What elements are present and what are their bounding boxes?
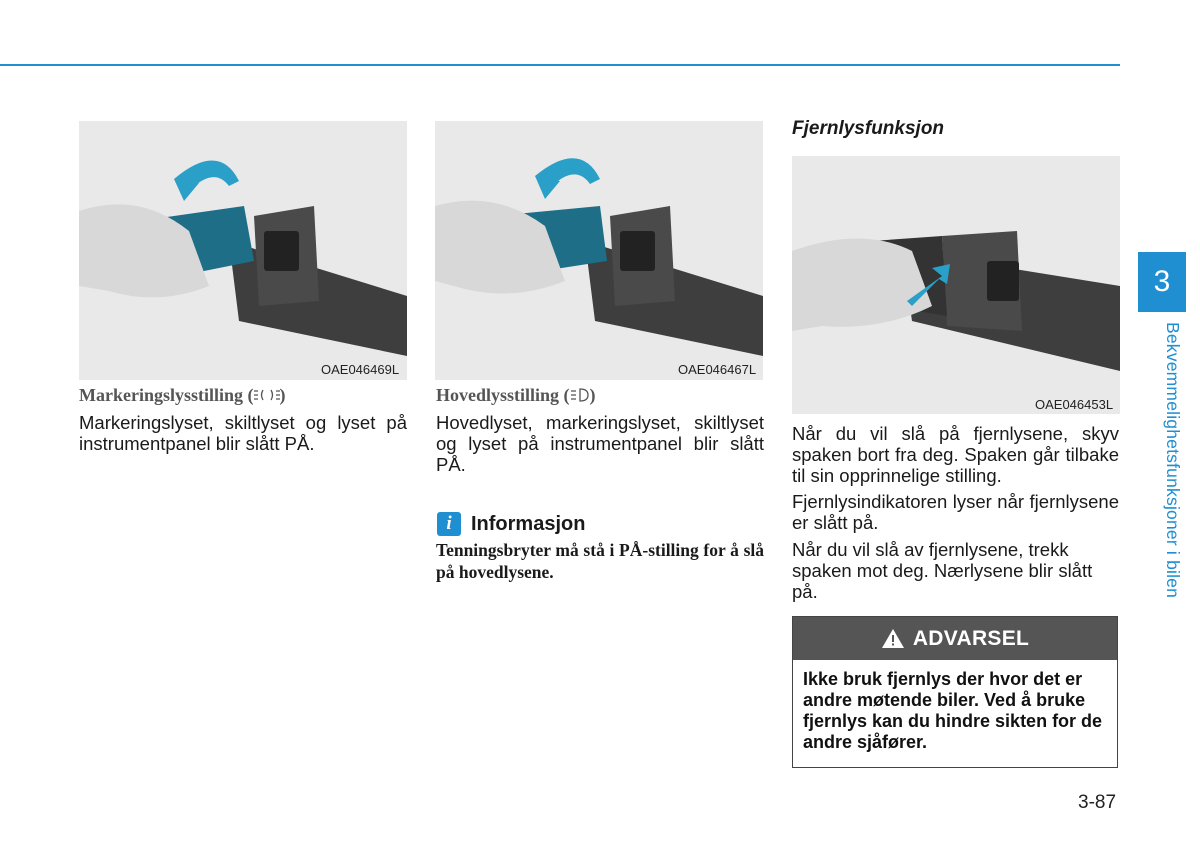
figure-parking-light-switch [79,121,407,380]
info-icon: i [437,512,461,536]
left-body-text: Markeringslyset, skiltlyset og lyset på instrumentpanel blir slått PÅ. [79,412,407,454]
chapter-title: Bekvemmelighetsfunksjoner i bilen [1163,322,1183,599]
caption-parking-light [79,385,409,406]
warning-text: Ikke bruk fjernlys der hvor det er andre møtende biler. Ved å bruke fjernlys kan du hindre sikten for de andre sjåfører. [803,669,1103,752]
caption-text: Markeringslysstilling ( [79,385,254,405]
chapter-tab: 3 [1138,252,1186,312]
warning-header [793,617,1117,660]
stalk-illustration [435,121,763,380]
warning-title: ADVARSEL [912,626,1030,650]
caption-text: Hovedlysstilling ( [436,385,570,405]
info-header [437,512,585,536]
info-text: Tenningsbryter må stå i PÅ-stilling for å slå på hovedlysene. [436,540,764,582]
figure-high-beam [792,156,1120,414]
middle-body-text: Hovedlyset, markeringslyset, skiltlyset og lyset på instrumentpanel blir slått PÅ. [436,412,764,475]
right-paragraph-2: Fjernlysindikatoren lyser når fjernlysene er slått på. [792,491,1119,533]
info-title: Informasjon [471,512,586,535]
parking-light-icon [254,387,280,403]
warning-triangle-icon [881,628,905,649]
right-paragraph-1: Når du vil slå på fjernlysene, skyv spaken bort fra deg. Spaken går tilbake til sin opprinnelige stilling. [792,423,1119,486]
headlight-icon [570,387,590,403]
right-paragraph-3: Når du vil slå av fjernlysene, trekk spaken mot deg. Nærlysene blir slått på. [792,539,1093,602]
caption-close: ) [279,385,286,405]
header-rule [0,64,1120,66]
figure-code: OAE046467L [678,362,757,377]
caption-close: ) [589,385,596,405]
caption-headlight [436,385,766,406]
stalk-illustration [792,156,1120,414]
warning-box [792,616,1118,768]
section-title: Fjernlysfunksjon [792,118,945,139]
figure-headlight-switch [435,121,763,380]
figure-code: OAE046469L [321,362,400,377]
figure-code: OAE046453L [1035,397,1114,412]
page-number: 3-87 [1078,792,1117,813]
stalk-illustration [79,121,407,380]
